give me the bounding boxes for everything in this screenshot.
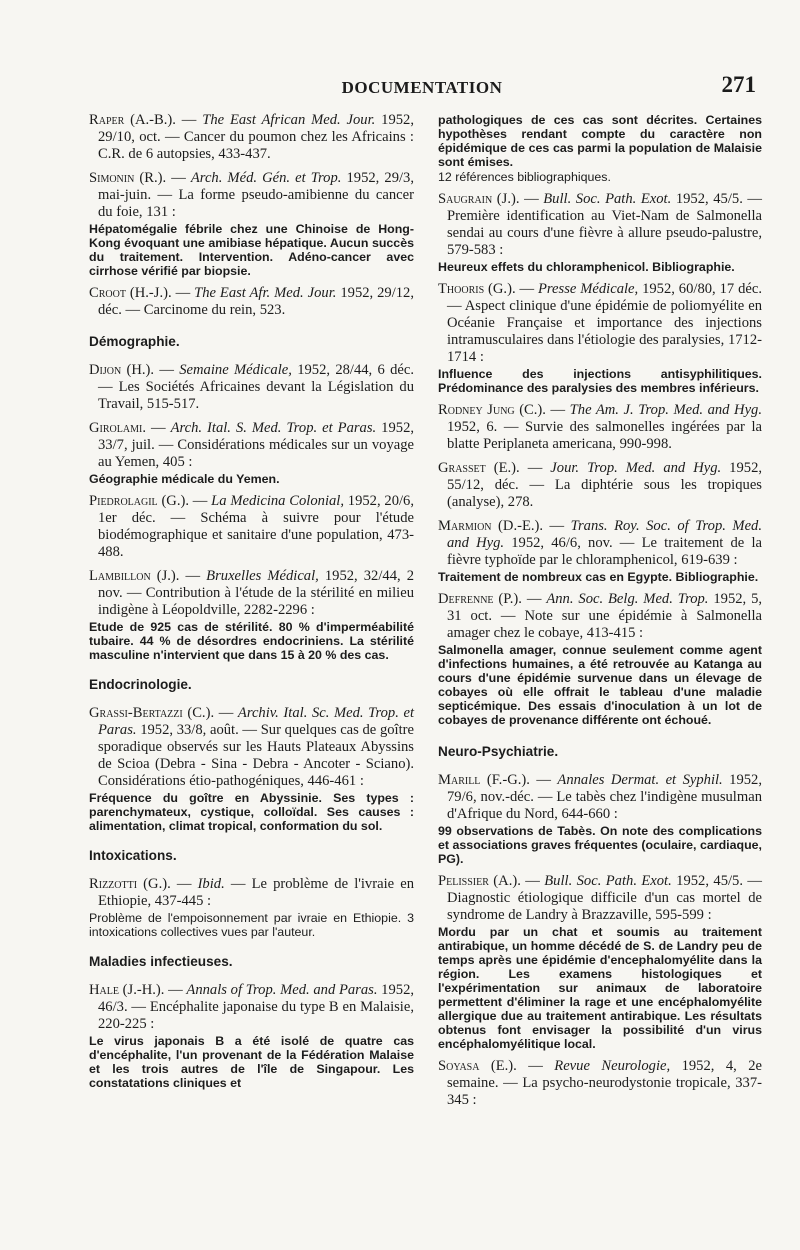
- separator: —: [166, 170, 191, 186]
- running-title: DOCUMENTATION: [341, 78, 503, 97]
- abstract-note: pathologiques de ces cas sont décrites. Certaines hypothèses rendant compte du caractère non épidémique de ces cas parmi la population de Malaisie sont émises.: [438, 113, 762, 169]
- author-name: Soyasa (E.).: [438, 1058, 517, 1074]
- separator: —: [545, 402, 570, 418]
- journal-title: Arch. Méd. Gén. et Trop.: [190, 170, 342, 186]
- abstract-note: 99 observations de Tabès. On note des complications et associations graves fréquentes (oculaire, cardiaque, PG).: [438, 824, 762, 866]
- bibliography-entry: [89, 362, 414, 413]
- citation-details: 1952, 45/5. — Première identification au Viet-Nam de Salmonella sendai au cours d'une fièvre à allure pseudo-palustre, 579-583 :: [447, 191, 763, 258]
- author-name: Piedrolagil (G.).: [89, 493, 189, 509]
- journal-title: Semaine Médicale,: [179, 362, 292, 378]
- author-name: Pelissier (A.).: [438, 873, 521, 889]
- abstract-note: Traitement de nombreux cas en Egypte. Bibliographie.: [438, 570, 759, 584]
- section-heading: Endocrinologie.: [89, 677, 192, 692]
- bibliography-entry: [89, 876, 414, 939]
- bibliography-entry: [438, 113, 762, 184]
- author-name: Simonin (R.).: [89, 170, 167, 186]
- bibliography-entry: [89, 420, 414, 486]
- bibliography-entry: [438, 873, 762, 1051]
- journal-title: The Am. J. Trop. Med. and Hyg.: [569, 402, 763, 418]
- citation-details: 1952, 6. — Survie des salmonelles ingérées par la blatte Periplaneta americana, 990-998.: [447, 419, 762, 452]
- journal-title: Annales Dermat. et Syphil.: [557, 772, 723, 788]
- citation-details: 1952, 29/12, déc. — Carcinome du rein, 523.: [98, 285, 415, 318]
- separator: —: [164, 982, 187, 998]
- citation-details: 1952, 55/12, déc. — La diphtérie sous les tropiques (analyse), 278.: [447, 460, 763, 510]
- author-name: Marill (F.-G.).: [438, 772, 530, 788]
- author-name: Dijon (H.).: [89, 362, 155, 378]
- abstract-note: Heureux effets du chloramphenicol. Bibliographie.: [438, 260, 735, 274]
- bibliography-entry: [89, 568, 414, 662]
- separator: —: [529, 772, 558, 788]
- author-name: Lambillon (J.).: [89, 568, 180, 584]
- reference-text: [438, 518, 762, 569]
- journal-title: Bull. Soc. Path. Exot.: [544, 873, 672, 889]
- journal-title: Trans. Roy. Soc. of Trop. Med. and Hyg.: [447, 518, 762, 551]
- bibliography-entry: [89, 112, 414, 163]
- journal-title: The East African Med. Jour.: [202, 112, 376, 128]
- author-name: Marmion (D.-E.).: [438, 518, 544, 534]
- right-column: [438, 112, 762, 1116]
- reference-text: [89, 112, 414, 163]
- reference-text: [438, 191, 762, 259]
- separator: —: [154, 362, 180, 378]
- author-name: Grassi-Bertazzi (C.).: [89, 705, 215, 721]
- abstract-note: Problème de l'empoisonnement par ivraie en Ethiopie. 3 intoxications collectives vues par l'auteur.: [89, 911, 414, 939]
- bibliography-entry: [438, 591, 762, 727]
- journal-title: La Medicina Colonial,: [211, 493, 344, 509]
- reference-text: [438, 460, 762, 511]
- reference-text: [89, 568, 414, 619]
- journal-title: Annals of Trop. Med. and Paras.: [186, 982, 378, 998]
- reference-text: [89, 705, 414, 790]
- abstract-note: Influence des injections antisyphilitiques. Prédominance des paralysies des membres inférieurs.: [438, 367, 762, 395]
- bibliography-entry: [438, 281, 762, 395]
- abstract-note: Géographie médicale du Yemen.: [89, 472, 280, 486]
- abstract-note: Salmonella amager, connue seulement comme agent d'infections humaines, a été retrouvée au Katanga au cours d'une épidémie survenue dans un élevage de cobayes où elle offrait le tableau d'une maladie septicémique. Des essais d'inoculation à un lot de cobayes de provenance différente ont échoué.: [438, 643, 762, 727]
- separator: —: [189, 493, 212, 509]
- section-heading: Intoxications.: [89, 848, 177, 863]
- page-header: [88, 72, 756, 102]
- bibliography-entry: [438, 518, 762, 584]
- bibliography-entry: [89, 982, 414, 1090]
- bibliography-entry: [438, 460, 762, 511]
- author-name: Girolami.: [89, 420, 146, 436]
- abstract-note: 12 références bibliographiques.: [438, 170, 611, 184]
- journal-title: Revue Neurologie,: [554, 1058, 671, 1074]
- citation-details: 1952, 33/7, juil. — Considérations médicales sur un voyage au Yemen, 405 :: [98, 420, 415, 470]
- page-number: 271: [721, 72, 756, 97]
- citation-details: 1952, 32/44, 2 nov. — Contribution à l'étude de la stérilité en milieu indigène à Léopoldville, 2282-2296 :: [98, 568, 415, 618]
- author-name: Raper (A.-B.).: [89, 112, 176, 128]
- bibliography-entry: [438, 772, 762, 866]
- citation-details: 1952, 5, 31 oct. — Note sur une épidémie à Salmonella amager chez le cobaye, 413-415 :: [447, 591, 763, 641]
- journal-title: Bruxelles Médical,: [206, 568, 319, 584]
- reference-text: [438, 591, 762, 642]
- separator: —: [171, 285, 195, 301]
- author-name: Grasset (E.).: [438, 460, 520, 476]
- citation-details: — Le problème de l'ivraie en Ethiopie, 437-445 :: [98, 876, 414, 909]
- author-name: Thooris (G.).: [438, 281, 516, 297]
- bibliography-entry: [89, 493, 414, 561]
- citation-details: 1952, 28/44, 6 déc. — Les Sociétés Africaines devant la Législation du Travail, 515-517.: [98, 362, 414, 412]
- separator: —: [519, 460, 551, 476]
- citation-details: 1952, 33/8, août. — Sur quelques cas de goître sporadique observés sur les Hauts Plateaux Abyssins de Scioa (Debra - Sina - Debra - Ancoter - Sciano). Considérations étio-pathogéniques, 446-461 :: [98, 722, 414, 789]
- separator: —: [543, 518, 571, 534]
- citation-details: 1952, 4, 2e semaine. — La psycho-neurodystonie tropicale, 337-345 :: [447, 1058, 762, 1108]
- journal-title: Presse Médicale,: [537, 281, 639, 297]
- reference-text: [438, 1058, 762, 1109]
- citation-details: 1952, 29/3, mai-juin. — La forme pseudo-amibienne du cancer du foie, 131 :: [98, 170, 414, 220]
- abstract-note: Le virus japonais B a été isolé de quatre cas d'encéphalite, l'un provenant de la Fédération Malaise et les trois autres de l'île de Singapour. Les constatations cliniques et: [89, 1034, 414, 1090]
- section-heading: Démographie.: [89, 334, 180, 349]
- citation-details: 1952, 45/5. — Diagnostic étiologique difficile d'un cas mortel de syndrome de Landry à Brazzaville, 595-599 :: [447, 873, 762, 923]
- separator: —: [214, 705, 238, 721]
- journal-title: Bull. Soc. Path. Exot.: [543, 191, 672, 207]
- separator: —: [515, 281, 538, 297]
- separator: —: [520, 873, 545, 889]
- abstract-note: Hépatomégalie fébrile chez une Chinoise de Hong-Kong évoquant une amibiase hépatique. Aucun succès du traitement. Intervention. Adéno-cancer avec cirrhose vérifié par biopsie.: [89, 222, 414, 278]
- citation-details: 1952, 29/10, oct. — Cancer du poumon chez les Africains : C.R. de 6 autopsies, 433-437.: [98, 112, 414, 162]
- author-name: Saugrain (J.).: [438, 191, 520, 207]
- separator: —: [145, 420, 171, 436]
- reference-text: [89, 982, 414, 1033]
- journal-title: Jour. Trop. Med. and Hyg.: [550, 460, 722, 476]
- reference-text: [438, 402, 762, 453]
- author-name: Croot (H.-J.).: [89, 285, 172, 301]
- journal-title: Archiv. Ital. Sc. Med. Trop. et Paras.: [98, 705, 414, 738]
- separator: —: [516, 1058, 555, 1074]
- bibliography-entry: [89, 170, 414, 278]
- journal-title: Arch. Ital. S. Med. Trop. et Paras.: [170, 420, 377, 436]
- abstract-note: Etude de 925 cas de stérilité. 80 % d'imperméabilité tubaire. 44 % de désordres endocriniens. La stérilité masculine n'intervient que dans 15 à 20 % des cas.: [89, 620, 414, 662]
- journal-title: Ann. Soc. Belg. Med. Trop.: [546, 591, 709, 607]
- citation-details: 1952, 46/3. — Encéphalite japonaise du type B en Malaisie, 220-225 :: [98, 982, 415, 1032]
- bibliography-entry: [438, 1058, 762, 1109]
- reference-text: [89, 420, 414, 471]
- citation-details: 1952, 46/6, nov. — Le traitement de la fièvre typhoïde par le chloramphenicol, 619-639 :: [447, 535, 762, 568]
- reference-text: [89, 493, 414, 561]
- citation-details: 1952, 20/6, 1er déc. — Schéma à suivre pour l'étude biodémographique et sanitaire d'une population, 473-488.: [98, 493, 414, 560]
- reference-text: [89, 876, 414, 910]
- journal-title: Ibid.: [197, 876, 225, 892]
- author-name: Defrenne (P.).: [438, 591, 522, 607]
- bibliography-entry: [89, 705, 414, 833]
- abstract-note: Fréquence du goître en Abyssinie. Ses types : parenchymateux, cystique, colloïdal. Ses causes : alimentation, climat tropical, conformation du sol.: [89, 791, 414, 833]
- author-name: Rodney Jung (C.).: [438, 402, 546, 418]
- author-name: Rizzotti (G.).: [89, 876, 171, 892]
- abstract-note: Mordu par un chat et soumis au traitement antirabique, un homme décédé de S. de Landry peu de temps après une épidémie d'encephalomyélite dans la région. Les examens histologiques et l'expérimentation sur animaux de laboratoire permettent d'éliminer la rage et une encéphalomyélite allergique due au traitement antirabique. Les résultats obtenus font envisager la possibilité d'un virus encéphalomyélitique local.: [438, 925, 762, 1051]
- reference-text: [89, 362, 414, 413]
- reference-text: [438, 873, 762, 924]
- reference-text: [438, 772, 762, 823]
- citation-details: 1952, 60/80, 17 déc. — Aspect clinique d'une épidémie de poliomyélite en Océanie Française et importance des injections intramusculaires dans l'étiologie des paralysies, 1712-1714 :: [447, 281, 762, 365]
- section-heading: Maladies infectieuses.: [89, 954, 233, 969]
- bibliography-entry: [438, 191, 762, 274]
- separator: —: [175, 112, 203, 128]
- reference-text: [438, 281, 762, 366]
- author-name: Hale (J.-H.).: [89, 982, 165, 998]
- separator: —: [179, 568, 207, 584]
- separator: —: [521, 591, 547, 607]
- journal-title: The East Afr. Med. Jour.: [194, 285, 337, 301]
- left-column: [89, 112, 414, 1097]
- bibliography-entry: [89, 285, 414, 319]
- citation-details: 1952, 79/6, nov.-déc. — Le tabès chez l'indigène musulman d'Afrique du Nord, 644-660 :: [447, 772, 762, 822]
- reference-text: [89, 285, 414, 319]
- separator: —: [519, 191, 544, 207]
- reference-text: [89, 170, 414, 221]
- section-heading: Neuro-Psychiatrie.: [438, 744, 559, 759]
- bibliography-entry: [438, 402, 762, 453]
- separator: —: [170, 876, 198, 892]
